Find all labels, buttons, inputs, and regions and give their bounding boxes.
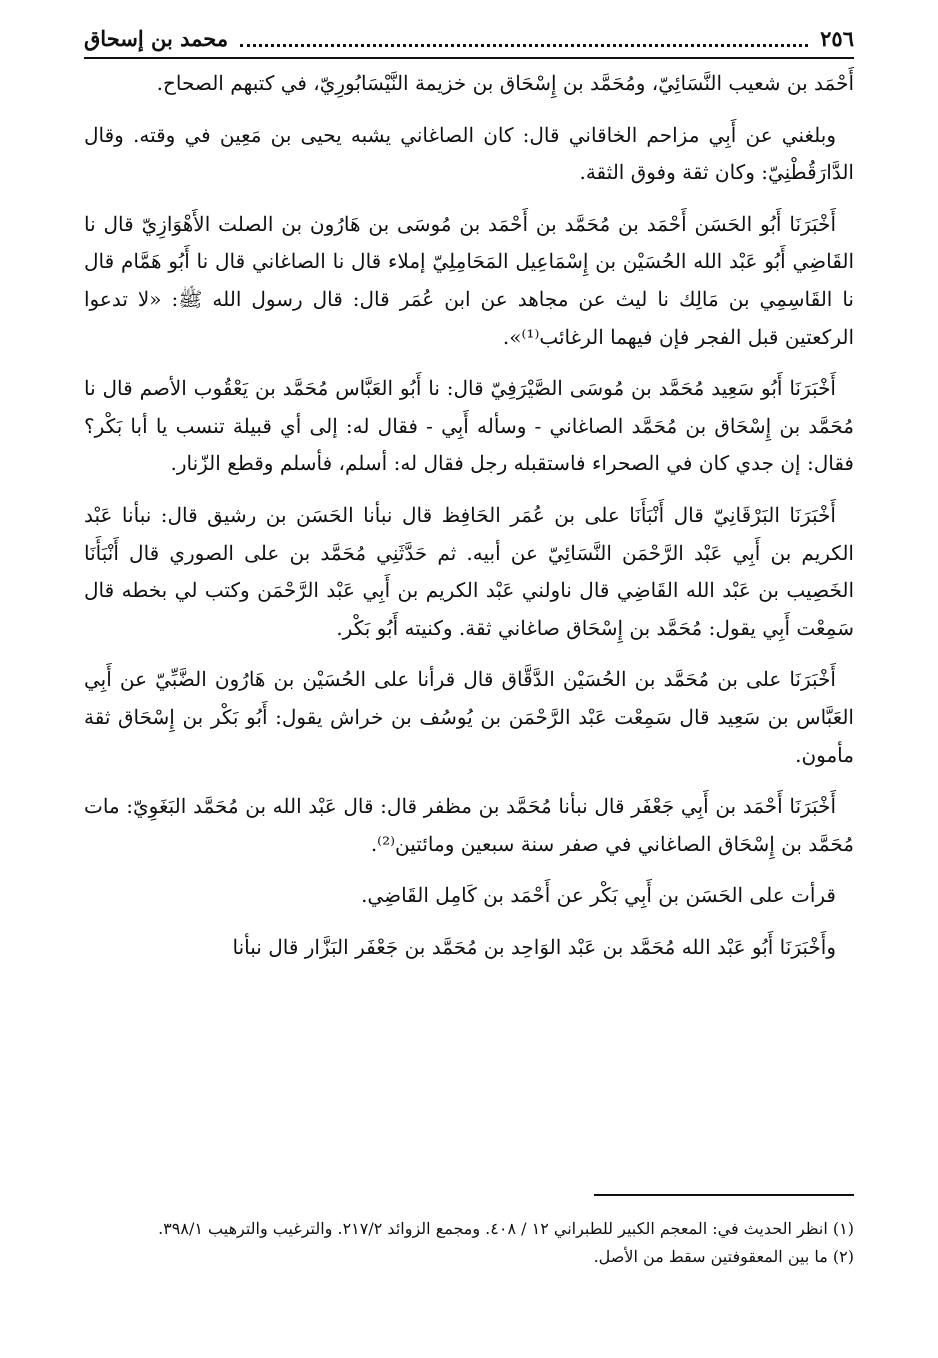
paragraph-2: وبلغني عن أَبِي مزاحم الخاقاني قال: كان الصاغاني يشبه يحيى بن مَعِين في وقته. وقال الدَّارَقُطْنِيّ: وكان ثقة وفوق الثقة.	[84, 122, 854, 185]
main-text	[84, 65, 854, 966]
footnotes	[84, 1216, 854, 1272]
footnote-1: (١) انظر الحديث في: المعجم الكبير للطبراني ١٢ / ٤٠٨. ومجمع الزوائد ٢١٧/٢. والترغيب والترهيب ٣٩٨/١.	[158, 1219, 854, 1238]
paragraph-1: أَحْمَد بن شعيب النَّسَائِيّ، ومُحَمَّد بن إِسْحَاق بن خزيمة النَّيْسَابُورِيّ، في كتبهم الصحاح.	[156, 71, 854, 95]
page-number: ٢٥٦	[820, 26, 854, 51]
paragraph-7: أَخْبَرَنَا أَحْمَد بن أَبِي جَعْفَر قال نبأنا مُحَمَّد بن مظفر قال: قال عَبْد الله بن مُحَمَّد البَغَوِيّ: مات مُحَمَّد بن إِسْحَاق الصاغاني في صفر سنة سبعين ومائتين⁽²⁾.	[84, 794, 854, 856]
footnote-separator	[594, 1194, 854, 1196]
paragraph-5: أَخْبَرَنَا البَرْقَانِيّ قال أَنْبَأَنَا على بن عُمَر الحَافِظ قال نبأنا الحَسَن بن رشيق قال: نبأنا عَبْد الكريم بن أَبِي عَبْد الرَّحْمَن النَّسَائِيّ عن أبيه. ثم حَدَّثَنِي مُحَمَّد بن على الصوري قال أَنْبَأَنَا الخَصِيب بن عَبْد الله القَاضِي قال ناولني عَبْد الكريم بن أَبِي عَبْد الرَّحْمَن وكتب لي بخطه قال سَمِعْت أَبِي يقول: مُحَمَّد بن إِسْحَاق صاغاني ثقة. وكنيته أَبُو بَكْر.	[84, 502, 854, 640]
paragraph-6: أَخْبَرَنَا على بن مُحَمَّد بن الحُسَيْن الدَّقَّاق قال قرأنا على الحُسَيْن بن هَارُون الضَّبِّيّ عن أَبِي العَبَّاس بن سَعِيد قال سَمِعْت عَبْد الرَّحْمَن بن يُوسُف بن خراش يقول: أَبُو بَكْر بن إِسْحَاق ثقة مأمون.	[84, 667, 854, 767]
book-page	[84, 24, 854, 1266]
paragraph-4: أَخْبَرَنَا أَبُو سَعِيد مُحَمَّد بن مُوسَى الصَّيْرَفِيّ قال: نا أَبُو العَبَّاس مُحَمَّد بن يَعْقُوب الأصم قال نا مُحَمَّد بن إِسْحَاق بن مُحَمَّد الصاغاني - وسأله أَبِي - فقال له: إلى أي قبيلة تنسب يا أبا بَكْر؟ فقال: إن جدي كان في الصحراء فاستقبله رجل فقال له: أسلم، فأسلم وقطع الزّنار.	[84, 376, 854, 476]
paragraph-3: أَخْبَرَنَا أَبُو الحَسَن أَحْمَد بن مُحَمَّد بن أَحْمَد بن مُوسَى بن هَارُون بن الصلت الأَهْوَازِيّ قال نا القَاضِي أَبُو عَبْد الله الحُسَيْن بن إِسْمَاعِيل المَحَامِلِيّ إملاء قال نا الصاغاني قال نا أَبُو هَمَّام قال نا القَاسِمِي بن مَالِك نا ليث عن مجاهد عن ابن عُمَر قال: قال رسول الله ﷺ: «لا تدعوا الركعتين قبل الفجر فإن فيهما الرغائب⁽¹⁾».	[84, 211, 854, 349]
running-title: محمد بن إسحاق	[84, 26, 229, 51]
paragraph-8: قرأت على الحَسَن بن أَبِي بَكْر عن أَحْمَد بن كَامِل القَاضِي.	[361, 883, 836, 908]
header-dotted-leader	[240, 44, 808, 47]
footnote-2: (٢) ما بين المعقوفتين سقط من الأصل.	[593, 1247, 854, 1266]
page-header	[84, 24, 854, 59]
paragraph-9: وأَخْبَرَنَا أَبُو عَبْد الله مُحَمَّد بن عَبْد الوَاحِد بن مُحَمَّد بن جَعْفَر البَزَّار قال نبأنا	[232, 934, 836, 959]
